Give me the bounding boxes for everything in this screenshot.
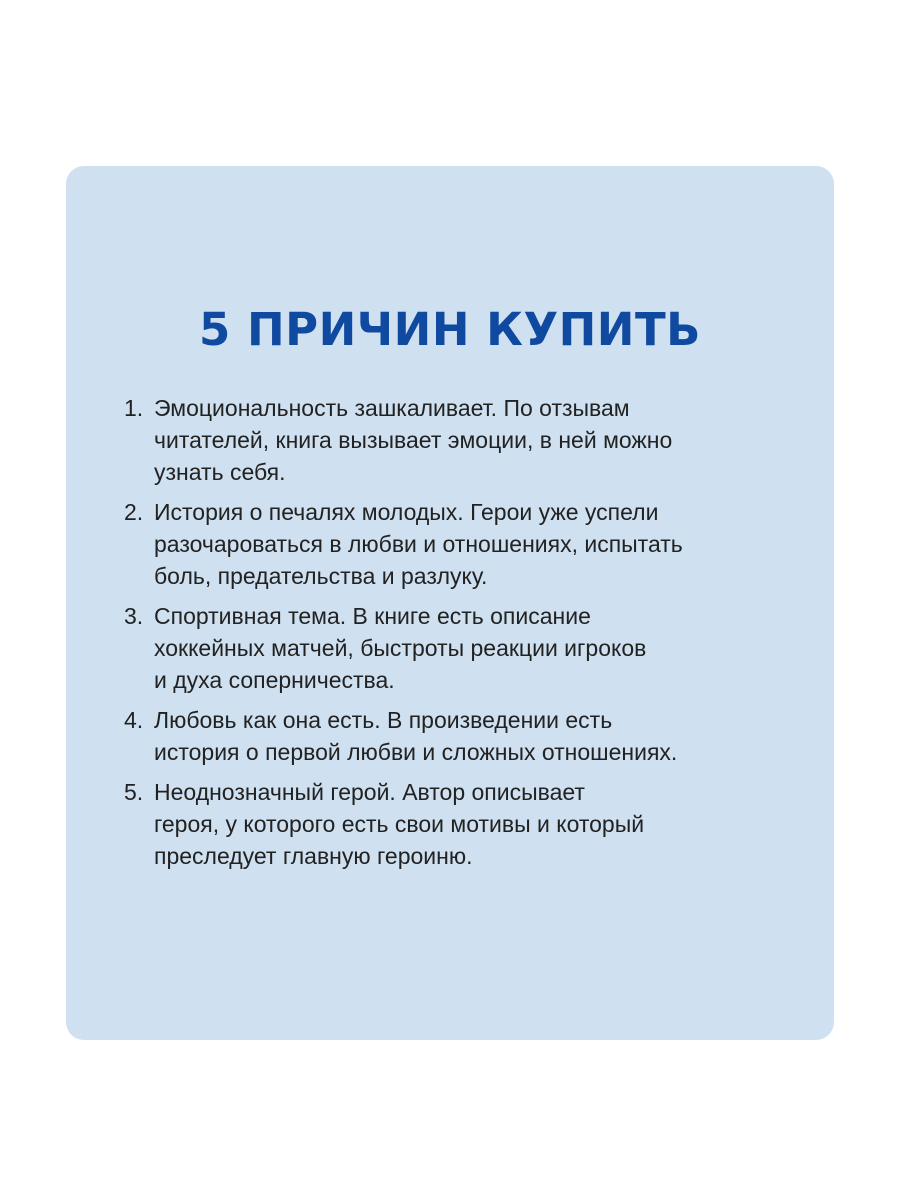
reasons-card (66, 166, 834, 1040)
list-item (124, 776, 784, 872)
list-item (124, 496, 784, 592)
card-title: 5 ПРИЧИН КУПИТЬ (199, 303, 701, 356)
list-item-text: Любовь как она есть. В произведении есть история о первой любви и сложных отношениях. (154, 707, 678, 765)
list-item-text: Спортивная тема. В книге есть описание хоккейных матчей, быстроты реакции игроков и духа соперничества. (154, 603, 647, 693)
list-item-number: 5. (124, 779, 144, 805)
list-item-number: 1. (124, 395, 144, 421)
list-item-number: 3. (124, 603, 144, 629)
list-item (124, 704, 784, 768)
list-item-text: История о печалях молодых. Герои уже успели разочароваться в любви и отношениях, испытать боль, предательства и разлуку. (154, 499, 683, 589)
list-item (124, 392, 784, 488)
list-item-number: 4. (124, 707, 144, 733)
list-item-text: Неоднозначный герой. Автор описывает героя, у которого есть свои мотивы и который преследует главную героиню. (154, 779, 645, 869)
list-item-text: Эмоциональность зашкаливает. По отзывам читателей, книга вызывает эмоции, в ней можно узнать себя. (154, 395, 673, 485)
list-item-number: 2. (124, 499, 144, 525)
reasons-list (124, 392, 784, 880)
list-item (124, 600, 784, 696)
